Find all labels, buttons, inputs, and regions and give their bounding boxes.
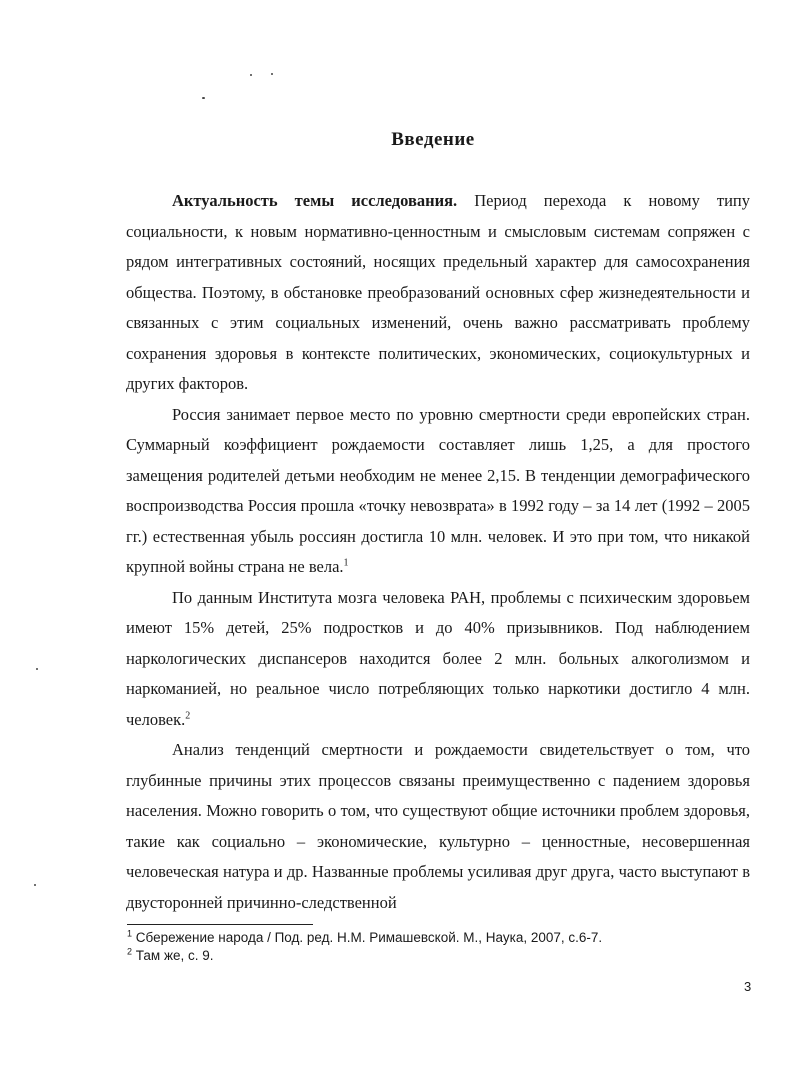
page-title: Введение [391, 129, 475, 150]
paragraph-text: По данным Института мозга человека РАН, проблемы с психическим здоровьем имеют 15% детей, 25% подростков и до 40% призывников. Под наблюдением наркологических диспансеров находится более 2 млн. больных алкоголизмом и наркоманией, но реальное число потребляющих только наркотики достигло 4 млн. человек. [126, 587, 750, 729]
footnote-item [127, 929, 747, 947]
footnote-item [127, 947, 747, 965]
paragraph-text: Анализ тенденций смертности и рождаемости свидетельствует о том, что глубинные причины этих процессов связаны преимущественно с падением здоровья населения. Можно говорить о том, что существуют общие источники проблем здоровья, такие как социально – экономические, культурно – ценностные, несовершенная человеческая натура и др. Названные проблемы усиливая друг друга, часто выступают в двусторонней причинно-следственной [126, 740, 750, 912]
paragraph-analysis [126, 735, 750, 918]
paragraph-lead: Актуальность темы исследования. [172, 191, 458, 210]
scan-speck [34, 884, 36, 886]
footnote-ref[interactable]: 1 [343, 557, 349, 569]
body-text [126, 186, 750, 918]
footnote-ref[interactable]: 2 [185, 710, 191, 721]
paragraph-text: Россия занимает первое место по уровню смертности среди европейских стран. Суммарный коэффициент рождаемости составляет лишь 1,25, а для простого замещения родителей детьми необходим не менее 2,15. В тенденции демографического воспроизводства Россия прошла «точку невозврата» в 1992 году – за 14 лет (1992 – 2005 гг.) естественная убыль россиян достигла 10 млн. человек. И это при том, что никакой крупной войны страна не вела. [126, 404, 750, 576]
page-number: 3 [744, 979, 752, 994]
paragraph-mortality [126, 400, 750, 583]
paragraph-mental-health [126, 583, 750, 736]
footnote-divider [127, 924, 313, 925]
footnote-mark: 2 [127, 946, 133, 957]
paragraph-relevance [126, 186, 750, 400]
footnote-text: Там же, с. 9. [132, 948, 214, 963]
footnote-text: Сбережение народа / Под. ред. Н.М. Римашевской. М., Наука, 2007, с.6-7. [132, 930, 603, 945]
paragraph-text: Период перехода к новому типу социальности, к новым нормативно-ценностным и смысловым системам сопряжен с рядом интегративных состояний, носящих предельный характер для самосохранения общества. Поэтому, в обстановке преобразований основных сфер жизнедеятельности и связанных с этим социальных изменений, очень важно рассматривать проблему сохранения здоровья в контексте политических, экономических, социокультурных и других факторов. [126, 191, 751, 393]
scan-speck [250, 74, 252, 76]
scan-speck [271, 73, 273, 75]
footnote-mark: 1 [127, 928, 133, 939]
scan-speck [202, 97, 205, 99]
scan-speck [36, 668, 38, 670]
footnotes [127, 929, 747, 965]
